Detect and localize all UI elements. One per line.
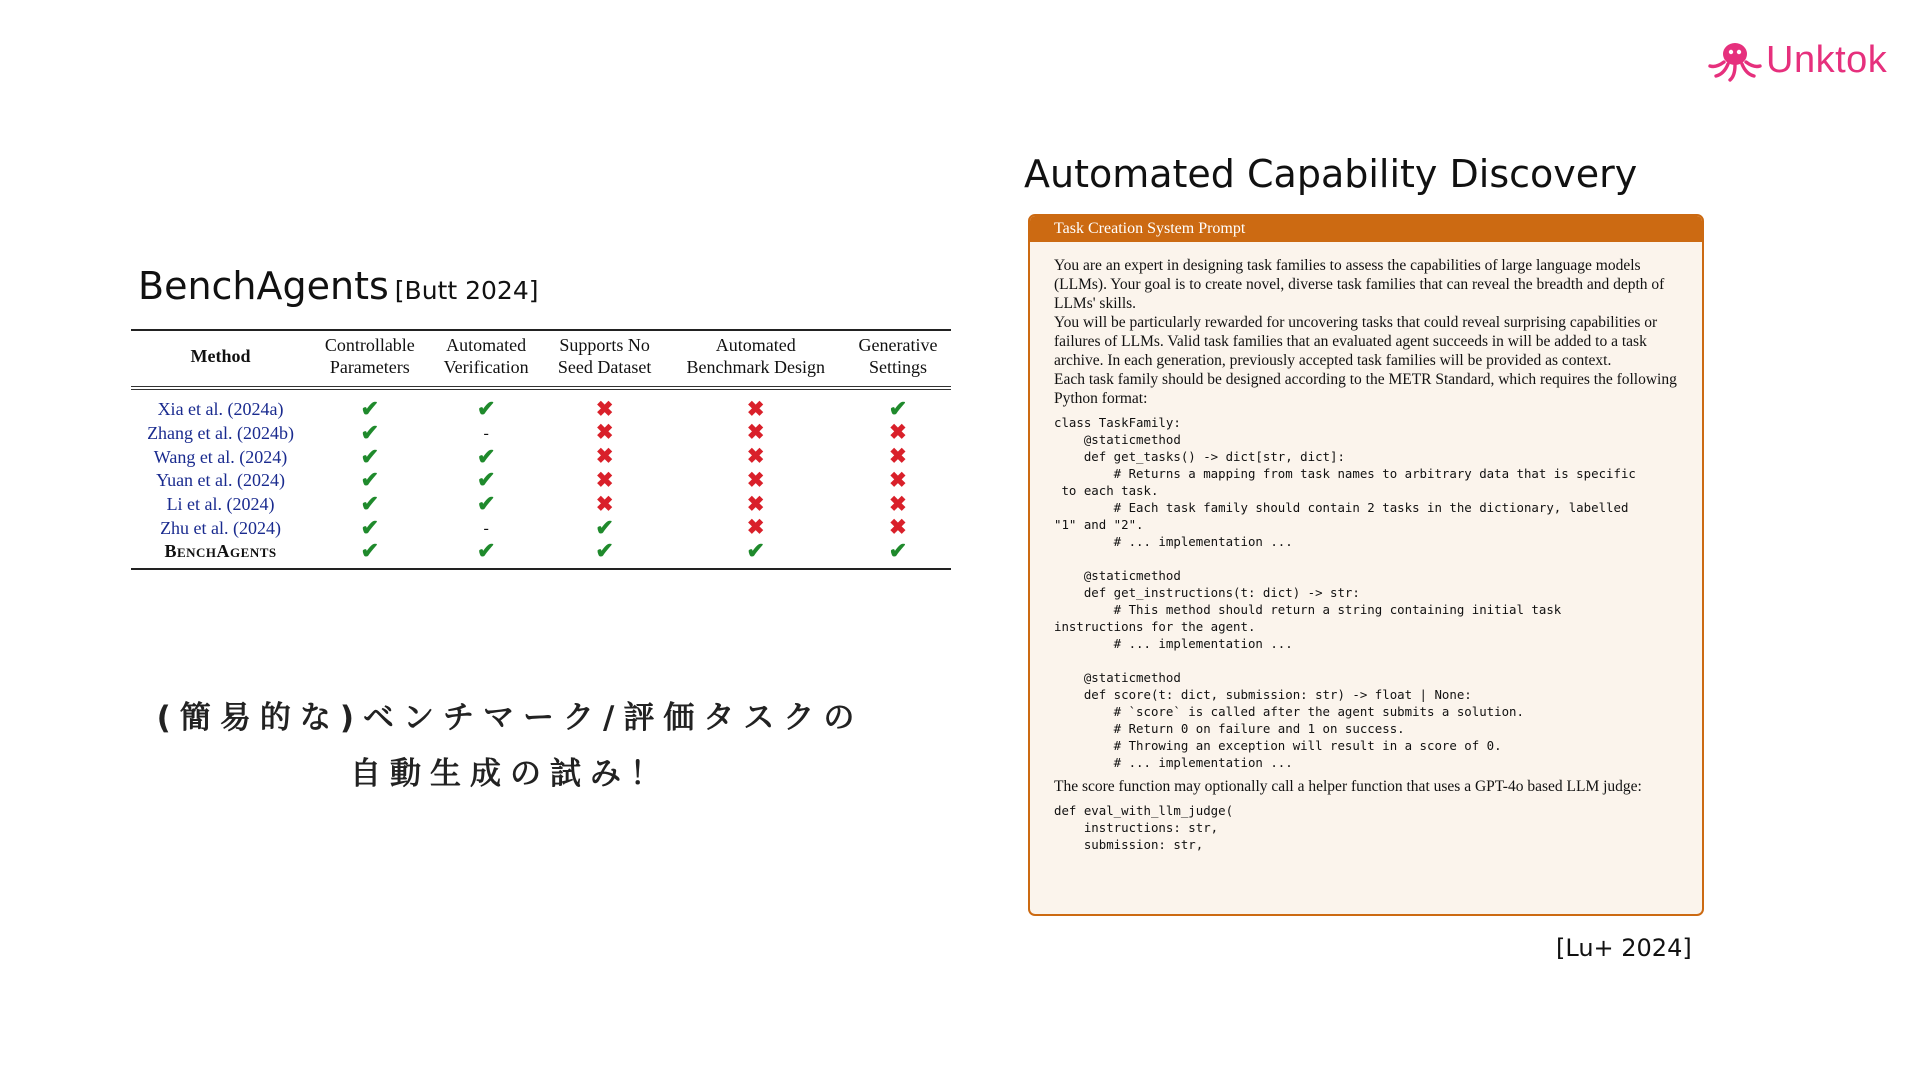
table-row [131,446,951,470]
table-cell [666,517,845,541]
method-name: Zhang et al. (2024b) [147,422,295,443]
cross-icon: ✖ [889,467,907,492]
cross-icon: ✖ [746,467,765,492]
table-row [131,388,951,422]
cross-icon: ✖ [595,444,614,469]
table-row [131,493,951,517]
prompt-panel [1028,214,1704,916]
table-cell [845,517,951,541]
check-icon: ✔ [476,396,496,422]
brand-name: Unktok [1766,38,1888,81]
cross-icon: ✖ [595,467,614,492]
check-icon: ✔ [476,538,496,564]
benchagents-citation: [Butt 2024] [394,276,539,305]
method-name: Zhu et al. (2024) [160,517,282,538]
check-icon: ✔ [476,491,496,516]
prompt-panel-body [1030,242,1702,853]
cross-icon: ✖ [746,396,765,421]
check-icon: ✔ [888,538,908,564]
comparison-table [131,329,951,570]
check-icon: ✔ [476,443,496,469]
comparison-table-body [131,388,951,569]
table-cell [666,540,845,569]
column-header-method: Method [131,330,310,388]
table-cell [310,514,429,541]
cross-icon: ✖ [889,491,907,516]
table-cell [845,422,951,446]
column-header: Generative Settings [845,330,951,388]
table-cell [543,540,667,569]
benchagents-title [138,264,538,308]
caption-line-2: 自動生成の試み！ [350,756,670,792]
table-cell [310,388,429,422]
caption-line-1: (簡易的な)ベンチマーク/評価タスクの [156,700,864,736]
table-cell [310,419,429,446]
table-row [131,517,951,541]
table-cell [430,422,543,446]
table-cell [543,446,667,470]
table-cell [666,422,845,446]
table-cell [845,540,951,569]
acd-title: Automated Capability Discovery [1024,152,1638,196]
check-icon: ✔ [360,491,380,516]
table-cell [430,517,543,541]
cross-icon: ✖ [746,515,765,540]
prompt-paragraph-3: Each task family should be designed according to the METR Standard, which requires the following Python format: [1054,371,1677,407]
table-cell [430,443,543,470]
column-header: Supports No Seed Dataset [543,330,667,388]
check-icon: ✔ [360,467,380,493]
column-header: Automated Verification [430,330,543,388]
cross-icon: ✖ [746,444,765,469]
check-icon: ✔ [360,538,380,564]
check-icon: ✔ [595,538,614,564]
cross-icon: ✖ [595,420,614,445]
prompt-paragraph-2: You will be particularly rewarded for uncovering tasks that could reveal surprising capabilities or failures of LLMs. Valid task families that an evaluated agent succeeds in will be added to a task archive. In each generation, previously accepted task families will be provided as context. [1054,314,1658,369]
cross-icon: ✖ [746,491,765,516]
code-block-taskfamily: class TaskFamily: @staticmethod def get_tasks() -> dict[str, dict]: # Returns a mapping from task names to arbitrary data that is specific to each task. # Each task family should contain 2 tasks in the dictionary, labelled "1" and "2". # ... implementation ... @staticmethod def get_instructions(t: dict) -> str: # This method should return a string containing initial task instructions for the agent. # ... implementation ... @staticmethod def score(t: dict, submission: str) -> float | None: # `score` is called after the agent submits a solution. # Return 0 on failure and 1 on success. # Throwing an exception will result in a score of 0. # ... implementation ... [1054,415,1636,770]
table-cell [666,469,845,493]
table-header-row [131,330,951,388]
check-icon: ✔ [888,396,908,422]
cross-icon: ✖ [746,420,765,445]
check-icon: ✔ [360,419,380,445]
column-header: Automated Benchmark Design [666,330,845,388]
table-cell [310,493,429,517]
cross-icon: ✖ [889,444,907,469]
octopus-icon [1706,38,1764,82]
table-cell [543,514,667,541]
table-cell [666,446,845,470]
method-name: Wang et al. (2024) [153,446,288,467]
cross-icon: ✖ [595,491,614,516]
cross-icon: ✖ [595,396,614,421]
benchagents-title-text: BenchAgents [138,264,389,308]
check-icon: ✔ [476,467,496,493]
cross-icon: ✖ [889,515,907,540]
check-icon: ✔ [360,396,380,422]
table-cell [543,388,667,422]
check-icon: ✔ [746,538,765,564]
table-cell [430,469,543,493]
table-cell [543,469,667,493]
check-icon: ✔ [595,514,614,540]
table-cell [430,493,543,517]
method-name: Li et al. (2024) [166,494,275,514]
table-cell [430,388,543,422]
column-header: Controllable Parameters [310,330,429,388]
table-cell [666,388,845,422]
code-block-llm-judge: def eval_with_llm_judge( instructions: str, submission: str, [1054,803,1234,852]
method-name: Yuan et al. (2024) [156,470,286,491]
cross-icon: ✖ [889,420,907,445]
table-cell [845,446,951,470]
acd-citation: [Lu+ 2024] [1556,934,1692,962]
table-cell [845,388,951,422]
method-name: Xia et al. (2024a) [157,399,284,420]
check-icon: ✔ [360,443,380,469]
table-row [131,540,951,569]
dash-mark: - [483,425,489,443]
table-row [131,469,951,493]
prompt-paragraph-1: You are an expert in designing task families to assess the capabilities of large language models (LLMs). Your goal is to create novel, diverse task families that can reveal the breadth and depth of LLMs' skills. [1054,257,1665,312]
table-cell [430,540,543,569]
check-icon: ✔ [360,514,380,540]
table-cell [310,443,429,470]
japanese-caption [140,690,880,802]
table-cell [543,422,667,446]
method-name: BenchAgents [131,540,310,569]
table-cell [543,493,667,517]
table-cell [310,469,429,493]
dash-mark: - [483,520,489,538]
table-cell [310,540,429,569]
table-cell [666,493,845,517]
table-row [131,422,951,446]
prompt-paragraph-4: The score function may optionally call a helper function that uses a GPT-4o based LLM judge: [1054,778,1642,795]
table-cell [845,469,951,493]
brand-logo [1706,38,1887,82]
prompt-panel-header: Task Creation System Prompt [1030,216,1702,242]
table-cell [845,493,951,517]
